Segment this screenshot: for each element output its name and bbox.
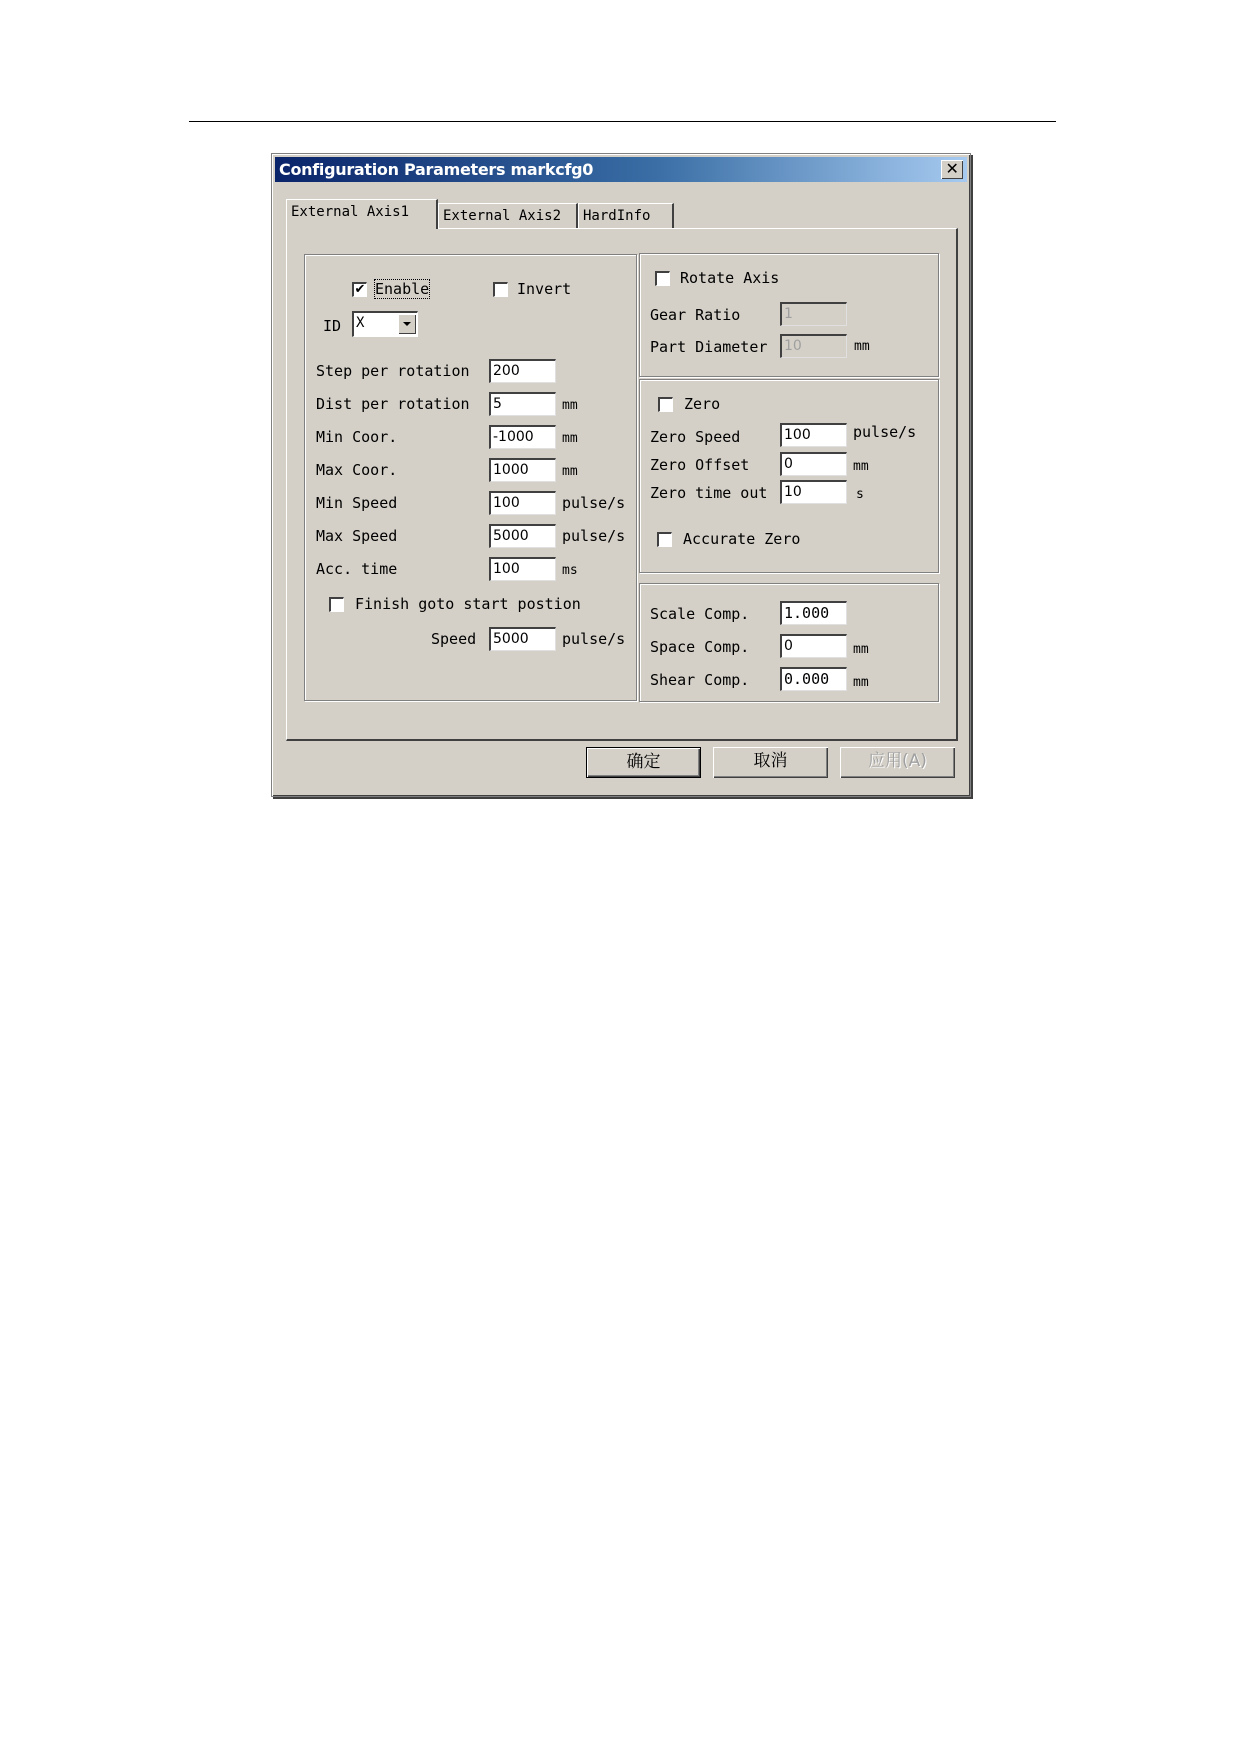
step-per-rotation-input[interactable]: 200: [489, 359, 556, 383]
dist-per-rotation-label: Dist per rotation: [316, 395, 470, 413]
axis-group: [304, 254, 637, 701]
zero-label: Zero: [684, 395, 721, 413]
min-speed-label: Min Speed: [316, 494, 398, 512]
ok-button[interactable]: 确定: [586, 747, 701, 778]
chevron-down-icon[interactable]: [398, 314, 416, 334]
shear-comp-unit: mm: [853, 675, 869, 690]
speed-input[interactable]: 5000: [489, 627, 556, 651]
speed-label: Speed: [431, 630, 477, 648]
accurate-zero-checkbox[interactable]: [657, 532, 672, 547]
min-coor-label: Min Coor.: [316, 428, 398, 446]
part-diameter-label: Part Diameter: [650, 338, 768, 356]
compensation-group: [639, 583, 939, 702]
enable-label[interactable]: Enable: [375, 280, 430, 298]
tab-external-axis1[interactable]: External Axis1: [286, 199, 438, 229]
space-comp-unit: mm: [853, 642, 869, 657]
max-coor-unit: mm: [562, 464, 578, 479]
max-coor-label: Max Coor.: [316, 461, 398, 479]
part-diameter-unit: mm: [854, 339, 870, 354]
enable-checkbox[interactable]: [352, 282, 367, 297]
config-dialog: [271, 153, 971, 797]
zero-offset-unit: mm: [853, 459, 869, 474]
page-rule: [189, 121, 1056, 122]
acc-time-unit: ms: [562, 563, 578, 578]
zero-timeout-input[interactable]: 10: [780, 480, 847, 504]
zero-timeout-label: Zero time out: [650, 484, 768, 502]
scale-comp-input[interactable]: 1.000: [780, 601, 847, 625]
zero-offset-label: Zero Offset: [650, 456, 750, 474]
rotate-axis-checkbox[interactable]: [655, 271, 670, 286]
rotate-axis-label: Rotate Axis: [680, 269, 780, 287]
zero-speed-input[interactable]: 100: [780, 423, 847, 447]
gear-ratio-label: Gear Ratio: [650, 306, 741, 324]
min-coor-input[interactable]: -1000: [489, 425, 556, 449]
min-speed-unit: pulse/s: [562, 494, 626, 512]
shear-comp-input[interactable]: 0.000: [780, 667, 847, 691]
shear-comp-label: Shear Comp.: [650, 671, 750, 689]
tab-panel: [286, 228, 958, 741]
part-diameter-input[interactable]: 10: [780, 334, 847, 358]
finish-goto-checkbox[interactable]: [329, 597, 344, 612]
title-bar[interactable]: [275, 157, 967, 182]
zero-speed-label: Zero Speed: [650, 428, 741, 446]
max-speed-label: Max Speed: [316, 527, 398, 545]
id-select-value: X: [356, 315, 365, 331]
space-comp-label: Space Comp.: [650, 638, 750, 656]
max-speed-input[interactable]: 5000: [489, 524, 556, 548]
space-comp-input[interactable]: 0: [780, 634, 847, 658]
cancel-button[interactable]: 取消: [713, 747, 828, 778]
zero-speed-unit: pulse/s: [853, 423, 917, 441]
dialog-title: Configuration Parameters markcfg0: [279, 160, 594, 179]
finish-goto-label: Finish goto start postion: [355, 595, 581, 613]
min-speed-input[interactable]: 100: [489, 491, 556, 515]
close-icon[interactable]: ✕: [941, 160, 963, 179]
tab-hardinfo[interactable]: HardInfo: [578, 203, 674, 228]
dist-per-rotation-unit: mm: [562, 398, 578, 413]
speed-unit: pulse/s: [562, 630, 626, 648]
accurate-zero-label: Accurate Zero: [683, 530, 801, 548]
zero-checkbox[interactable]: [658, 397, 673, 412]
rotate-group: [639, 253, 939, 377]
check-icon: ✔: [354, 282, 366, 297]
invert-checkbox[interactable]: [493, 282, 508, 297]
acc-time-label: Acc. time: [316, 560, 398, 578]
dist-per-rotation-input[interactable]: 5: [489, 392, 556, 416]
id-select[interactable]: [352, 311, 418, 337]
invert-label: Invert: [517, 280, 572, 298]
id-label: ID: [323, 317, 342, 335]
zero-group: [639, 379, 939, 573]
apply-button[interactable]: 应用(A): [840, 747, 955, 778]
zero-offset-input[interactable]: 0: [780, 452, 847, 476]
zero-timeout-unit: s: [856, 487, 864, 502]
step-per-rotation-label: Step per rotation: [316, 362, 470, 380]
scale-comp-label: Scale Comp.: [650, 605, 750, 623]
max-speed-unit: pulse/s: [562, 527, 626, 545]
gear-ratio-input[interactable]: 1: [780, 302, 847, 326]
max-coor-input[interactable]: 1000: [489, 458, 556, 482]
min-coor-unit: mm: [562, 431, 578, 446]
tab-external-axis2[interactable]: External Axis2: [438, 203, 578, 228]
acc-time-input[interactable]: 100: [489, 557, 556, 581]
